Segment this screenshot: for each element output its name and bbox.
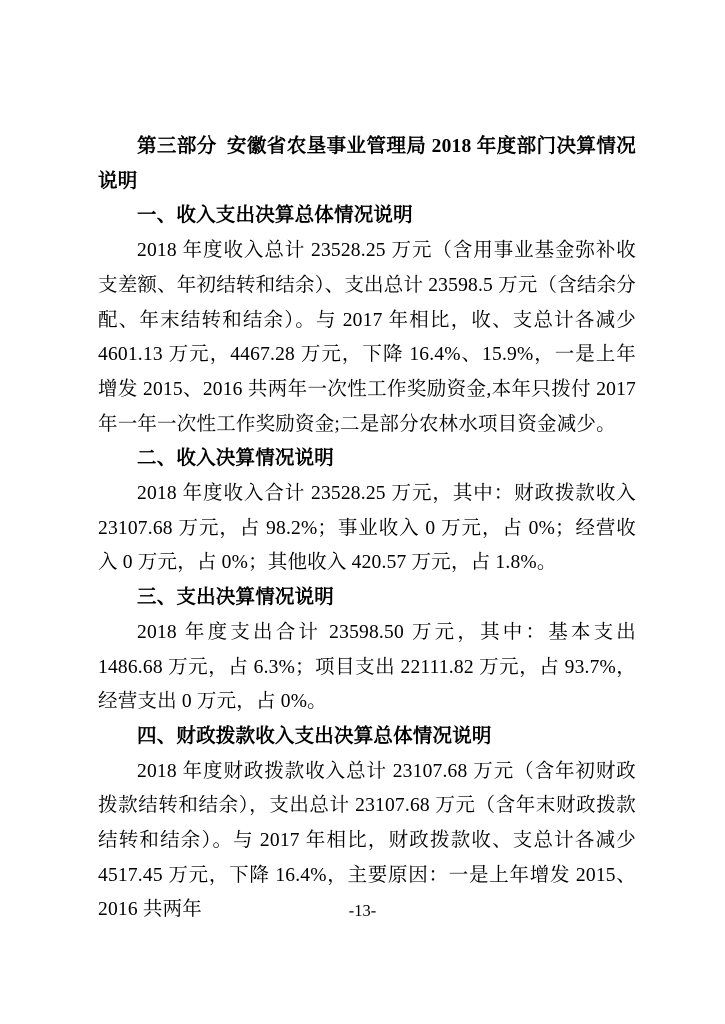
body-paragraph: 2018 年度财政拨款收入总计 23107.68 万元（含年初财政拨款结转和结余），支出总计 23107.68 万元（含年末财政拨款结转和结余）。与 2017 年相比，财政拨款收、支总计各减少 4517.45 万元，下降 16.4%，主要原因：一是上年增发 2015、2016 共两年: [98, 760, 636, 921]
document-title: 第三部分 安徽省农垦事业管理局 2018 年度部门决算情况说明: [98, 136, 636, 192]
section-heading: 四、财政拨款收入支出决算总体情况说明: [137, 725, 492, 747]
body-paragraph: 2018 年度收入合计 23528.25 万元，其中：财政拨款收入 23107.68 万元，占 98.2%；事业收入 0 万元，占 0%；经营收入 0 万元，占 0%；其他收入 420.57 万元，占 1.8%。: [98, 483, 636, 574]
page-number: -13-: [348, 901, 377, 920]
section-heading: 三、支出决算情况说明: [137, 587, 335, 609]
document-content: [98, 130, 636, 928]
body-paragraph: 2018 年度支出合计 23598.50 万元，其中：基本支出 1486.68 万元，占 6.3%；项目支出 22111.82 万元，占 93.7%，经营支出 0 万元，占 0%。: [98, 621, 636, 713]
section-heading: 一、收入支出决算总体情况说明: [137, 205, 413, 227]
body-paragraph: 2018 年度收入总计 23528.25 万元（含用事业基金弥补收支差额、年初结转和结余）、支出总计 23598.5 万元（含结余分配、年末结转和结余）。与 2017 年相比，收、支总计各减少 4601.13 万元，4467.28 万元，下降 16.4%、15.9%，一是上年增发 2015、2016 共两年一次性工作奖励资金,本年只拨付 2017 年一年一次性工作奖励资金;二是部分农林水项目资金减少。: [98, 240, 636, 435]
section-heading: 二、收入决算情况说明: [137, 448, 335, 470]
